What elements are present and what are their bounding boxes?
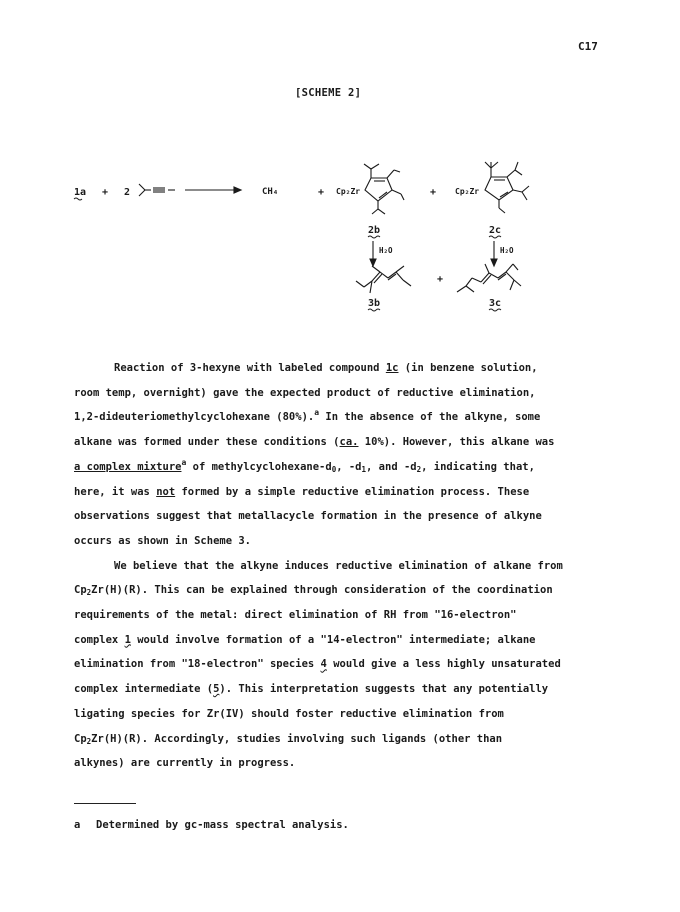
svg-text:H₂O: H₂O: [500, 246, 514, 255]
text-line: $Cp_2Zr(H)(R)$. Accordingly, studies involving such ligands (other than: [74, 732, 503, 746]
body-text: [74, 356, 604, 776]
zirconacycle-2c: [455, 162, 529, 213]
text-line: elimination from "18-electron" species 4 would give a less highly unsaturated: [74, 658, 561, 671]
compound-label-2c: 2c: [489, 225, 502, 236]
text-line: observations suggest that metallacycle formation in the presence of alkyne: [74, 510, 542, 523]
compound-ref: 1c: [385, 362, 399, 374]
reaction-scheme-2: [0, 0, 680, 340]
alkyne-structure: [139, 184, 175, 196]
text-line: Reaction of 3-hexyne with labeled compound 1c (in benzene solution,: [114, 362, 538, 374]
compound-ref: 4: [320, 658, 327, 671]
text-line: complex 1 would involve formation of a "14-electron" intermediate; alkane: [74, 633, 536, 646]
svg-text:Cp₂Zr: Cp₂Zr: [336, 187, 361, 196]
footnote-marker: a: [181, 457, 187, 467]
footnote-divider: [74, 803, 136, 804]
hydrolysis-arrow-2c: [491, 241, 514, 266]
text-line: occurs as shown in Scheme 3.: [74, 534, 252, 547]
product-methane: CH₄: [262, 187, 279, 197]
page-number: C17: [578, 40, 598, 53]
text-line: alkane was formed under these conditions (ca. 10%). However, this alkane was: [74, 436, 555, 449]
text-line: 1,2-dideuteriomethylcyclohexane (80%).$^a$ In the absence of the alkyne, some: [74, 408, 541, 424]
paragraph-2: [74, 554, 604, 776]
footnote-marker: a: [314, 408, 320, 418]
compound-ref: 5: [213, 683, 220, 696]
diene-3b: [356, 266, 411, 293]
footnote-mark: a: [74, 819, 81, 831]
paragraph-1: [74, 356, 604, 554]
reactant-label-1a: 1a: [74, 187, 87, 198]
text-line: We believe that the alkyne induces reductive elimination of alkane from: [114, 559, 563, 572]
hydrolysis-arrow-2b: [370, 241, 393, 266]
zirconacycle-2b: [336, 164, 404, 214]
compound-label-3b: 3b: [368, 298, 381, 309]
scheme-title: [SCHEME 2]: [295, 87, 362, 99]
reaction-arrow: [185, 187, 241, 193]
svg-text:Cp₂Zr: Cp₂Zr: [455, 187, 480, 196]
text-line: requirements of the metal: direct elimination of RH from "16-electron": [74, 609, 517, 622]
compound-label-2b: 2b: [368, 225, 381, 236]
text-line: here, it was not formed by a simple reductive elimination process. These: [74, 485, 530, 498]
stoichiometric-coefficient: 2: [124, 187, 131, 198]
text-line: complex intermediate (5). This interpretation suggests that any potentially: [74, 683, 549, 696]
footnote-text: Determined by gc-mass spectral analysis.: [96, 819, 349, 831]
plus-sign: +: [318, 187, 325, 198]
plus-sign: +: [437, 274, 444, 285]
compound-ref: 1: [124, 633, 131, 646]
footnote: [74, 819, 349, 831]
text-line: $Cp_2Zr(H)(R)$. This can be explained through consideration of the coordination: [74, 584, 553, 598]
text-line: room temp, overnight) gave the expected product of reductive elimination,: [74, 386, 536, 399]
plus-sign: +: [430, 187, 437, 198]
diene-3c: [457, 264, 521, 292]
compound-label-3c: 3c: [489, 298, 502, 309]
text-line: alkynes) are currently in progress.: [74, 757, 296, 770]
text-line: a complex mixture$^a$ of methylcyclohexane-$d_0$, $-d_1$, and $-d_2$, indicating that,: [74, 457, 535, 474]
plus-sign: +: [102, 187, 109, 198]
text-line: ligating species for Zr(IV) should foster reductive elimination from: [74, 707, 504, 720]
svg-text:H₂O: H₂O: [379, 246, 393, 255]
